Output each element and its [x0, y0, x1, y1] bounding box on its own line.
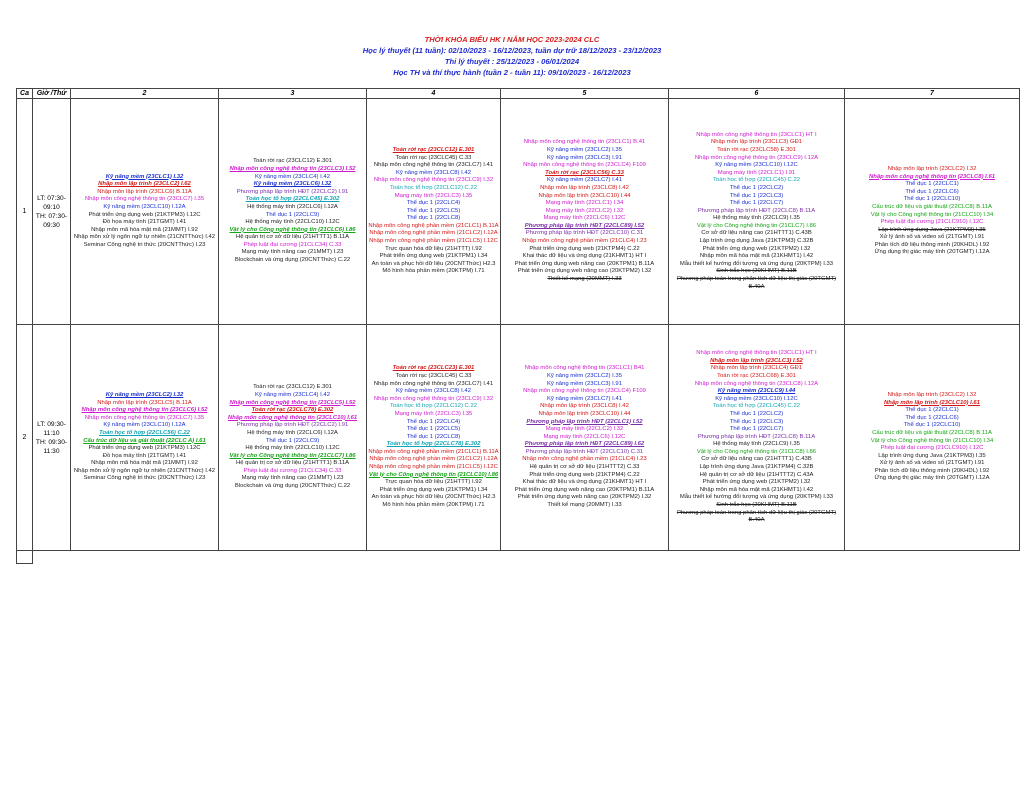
course-entry: Nhập môn lập trình (23CLC2) I.62 — [98, 181, 191, 188]
course-entry: Kỹ năng mềm (23CLC2) I.35 — [547, 146, 622, 153]
course-entry: Nhập môn mã hóa mật mã (21KHMT1) I.42 — [699, 253, 814, 260]
course-entry: Hệ thống máy tính (22CLC9) I.35 — [713, 215, 800, 222]
course-entry: Phép luật đại cương (21CLC34) C.33 — [243, 467, 342, 474]
course-entry: Trực quan hóa dữ liệu (21HTTT) I.92 — [385, 245, 482, 252]
course-entry: Xử lý ảnh số và video số (21TGMT) I.91 — [879, 234, 985, 241]
session-number: 1 — [17, 99, 33, 325]
course-entry: Nhập môn công nghệ thông tin (23CLC7) I.41 — [373, 380, 494, 387]
course-entry: Phương pháp lập trình HĐT (22CLC2) I.91 — [236, 422, 349, 429]
course-entry: Kỹ năng mềm (23CLC8) I.42 — [396, 169, 471, 176]
course-entry: Vật lý cho Công nghệ thông tin (21CLC6) I.86 — [229, 226, 356, 233]
session-time — [33, 325, 71, 551]
course-entry: Mạng máy tính (22CLC6) I.12C — [543, 433, 626, 440]
time-line: 11:30 — [43, 447, 60, 455]
course-entry: Toán học tổ hợp (22CLC45) C.22 — [712, 403, 801, 410]
course-entry: Phát triển ứng dụng web (21KTPM3) I.12C — [88, 211, 201, 218]
course-entry: Thể dục 1 (22CLC10) — [903, 422, 961, 429]
time-line: LT: 07:30- — [37, 194, 66, 202]
course-entry: Phát triển ứng dụng web (21KTPM3) I.12C — [88, 445, 201, 452]
course-entry: Thể dục 1 (22CLC7) — [729, 200, 784, 207]
course-entry: Lập trình ứng dụng Java (21KTPM3) C.32B — [699, 238, 814, 245]
course-entry: Thể dục 1 (22CLC1) — [905, 407, 959, 414]
course-entry: Nhập môn lập trình (23CLC10) I.44 — [538, 410, 631, 417]
schedule-cell — [669, 325, 845, 551]
course-entry: Mạng máy tính (22CLC1) I.91 — [717, 169, 796, 176]
course-entry: Nhập môn công nghệ phần mềm (21CLC4) I.23 — [522, 456, 647, 463]
course-entry: Mẫu thiết kế hướng đối tượng và ứng dụng (20KTPM) I.33 — [679, 260, 834, 267]
time-line: LT: 09:30- — [37, 420, 66, 428]
course-entry: Nhập môn công nghệ thông tin (23CLC9) I.12A — [694, 154, 819, 161]
course-entry: Vật lý cho Công nghệ thông tin (21CLC10) I.86 — [368, 471, 499, 478]
course-entry: Phương pháp lập trình HĐT (22CLC89) I.52 — [524, 222, 645, 229]
course-entry: Phương pháp lập trình HĐT (22CLC8) B.11A — [697, 207, 816, 214]
course-entry: Mạng máy tính nâng cao (21MMT) I.23 — [241, 249, 344, 256]
course-entry: Toán rời rạc (23CLC23) E.301 — [392, 365, 475, 372]
course-entry: Hệ quản trị cơ sở dữ liệu (21HTTT2) C.33 — [529, 464, 640, 471]
schedule-cell — [845, 99, 1020, 325]
course-entry: Thể dục 1 (22CLC4) — [406, 200, 461, 207]
course-entry: Trực quan hóa dữ liệu (21HTTT) I.92 — [385, 479, 482, 486]
header-day-6: 6 — [669, 89, 845, 99]
course-entry: Kỹ năng mềm (23CLC3) I.91 — [547, 380, 622, 387]
schedule-cell — [71, 325, 219, 551]
course-entry: Nhập môn công nghệ phần mềm (21CLC1) B.11A — [368, 448, 499, 455]
course-entry: Ứng dụng thị giác máy tính (20TGMT) I.12A — [874, 475, 990, 482]
course-entry: Phát triển ứng dụng web nâng cao (20KTPM1) B.11A — [514, 486, 655, 493]
course-entry: Thể dục 1 (22CLC1) — [905, 181, 959, 188]
course-entry: Nhập môn công nghệ thông tin (23CLC4) F109 — [523, 388, 646, 395]
practice-period: Học TH và thí thực hành (tuần 2 - tuần 11): 09/10/2023 - 16/12/2023 — [393, 68, 631, 77]
course-entry: Phép luật đại cương (21CLC34) C.33 — [243, 241, 342, 248]
course-entry: Khai thác dữ liệu và ứng dụng (21KHMT1) HT I — [522, 253, 647, 260]
course-entry: Cơ sở dữ liệu nâng cao (21HTTT1) C.43B — [701, 230, 812, 237]
course-entry: Phương pháp lập trình HĐT (22CLC8) B.11A — [697, 433, 816, 440]
header-ca: Ca — [17, 89, 33, 99]
course-entry: Mô hình hóa phần mềm (20KTPM) I.71 — [382, 268, 485, 275]
course-entry: Kỹ năng mềm (23CLC1) I.32 — [105, 173, 184, 180]
timetable — [16, 88, 1020, 564]
course-entry: Phân tích dữ liệu thông minh (20KHDL) I.92 — [874, 467, 990, 474]
course-entry: Toán rời rạc (23CLC12) E.301 — [392, 146, 475, 153]
course-entry: Nhập môn lập trình (23CLC8) I.42 — [540, 184, 629, 191]
course-entry: Lập trình ứng dụng Java (21KTPM3) I.35 — [878, 452, 986, 459]
course-entry: Phát triển ứng dụng web (21KTPM4) C.22 — [529, 471, 640, 478]
course-entry: Kỹ năng mềm (23CLC7) I.41 — [547, 177, 622, 184]
course-entry: Nhập môn xử lý ngôn ngữ tự nhiên (21CNTThức) I.42 — [73, 234, 216, 241]
course-entry: Toán rời rạc (23CLC68) E.301 — [717, 372, 796, 379]
course-entry: Phương pháp lập trình HĐT (22CLC10) C.31 — [525, 230, 644, 237]
course-entry: Nhập môn công nghệ thông tin (23CLC10) I.61 — [227, 414, 358, 421]
course-entry: Thể dục 1 (22CLC8) — [406, 433, 461, 440]
course-entry: Phát triển ứng dụng web nâng cao (20KTPM2) I.32 — [517, 494, 652, 501]
time-line: 11:10 — [43, 429, 60, 437]
course-entry: Vật lý cho Công nghệ thông tin (21CLC7) I.86 — [696, 222, 817, 229]
course-entry: Nhập môn mã hóa mật mã (21MMT) I.92 — [91, 226, 198, 233]
schedule-cell — [71, 99, 219, 325]
schedule-cell — [669, 99, 845, 325]
course-entry: Hệ thống máy tính (22CLC10) I.12C — [245, 219, 340, 226]
course-entry: Phương pháp lập trình HĐT (22CLC2) I.91 — [236, 188, 349, 195]
course-entry: Nhập môn lập trình (23CLC5) B.11A — [97, 399, 192, 406]
table-header-row — [17, 89, 1020, 99]
course-entry: Nhập môn lập trình (23CLC2) I.32 — [887, 165, 977, 172]
course-entry: Blockchain và ứng dụng (20CNTThức) C.22 — [234, 257, 351, 264]
course-entry: Phát triển ứng dụng web (21KTPM2) I.32 — [702, 479, 811, 486]
course-entry: Toán rời rạc (23CLC45) C.33 — [395, 154, 472, 161]
course-entry: Nhập môn lập trình (23CLC2) I.32 — [887, 391, 977, 398]
course-entry: Thể dục 1 (22CLC2) — [729, 410, 784, 417]
course-entry: Vật lý cho Công nghệ thông tin (21CLC10) I.34 — [870, 211, 994, 218]
course-entry: Thể dục 1 (22CLC4) — [406, 418, 461, 425]
course-entry: Phát triển ứng dụng web nâng cao (20KTPM1) B.11A — [514, 260, 655, 267]
course-entry: Vật lý cho Công nghệ thông tin (21CLC10) I.34 — [870, 437, 994, 444]
schedule-cell — [845, 325, 1020, 551]
course-entry: Nhập môn công nghệ thông tin (23CLC1) B.41 — [523, 139, 646, 146]
course-entry: Thể dục 1 (22CLC6) — [905, 414, 959, 421]
course-entry: Thiết kế mạng (20MMT) I.33 — [547, 502, 622, 509]
course-entry: Kỹ năng mềm (23CLC2) I.35 — [547, 372, 622, 379]
empty-row — [17, 551, 1020, 564]
course-entry: Thể dục 1 (22CLC9) — [265, 211, 320, 218]
course-entry: Hệ thống máy tính (22CLC6) I.12A — [247, 203, 338, 210]
course-entry: Kỹ năng mềm (23CLC10) I.12C — [715, 162, 798, 169]
course-entry: Toán rời rạc (23CLC56) C.33 — [545, 169, 624, 176]
course-entry: Toán học tổ hợp (22CLC45) E.302 — [245, 196, 340, 203]
course-entry: Hệ thống máy tính (22CLC9) I.35 — [713, 441, 800, 448]
course-entry: Nhập môn công nghệ thông tin (23CLC1) HT I — [696, 131, 817, 138]
course-entry: Kỹ năng mềm (23CLC10) I.12A — [103, 422, 186, 429]
course-entry: Nhập môn công nghệ thông tin (23CLC1) HT I — [696, 350, 817, 357]
course-entry: Cấu trúc dữ liệu và giải thuật (22CLC A) I.61 — [83, 437, 206, 444]
course-entry: Seminar Công nghệ tri thức (20CNTThức) I.23 — [83, 475, 206, 482]
course-entry: Nhập môn công nghệ thông tin (23CLC7) I.35 — [84, 196, 205, 203]
course-entry: Mạng máy tính (22CLC2) I.32 — [545, 426, 624, 433]
course-entry: An toàn và phục hồi dữ liệu (20CNTThức) H2.3 — [371, 260, 496, 267]
course-entry: Blockchain và ứng dụng (20CNTThức) C.22 — [234, 483, 351, 490]
schedule-cell — [367, 99, 501, 325]
course-entry: Toán học tổ hợp (22CLC56) C.22 — [99, 429, 190, 436]
course-entry: Vật lý cho Công nghệ thông tin (21CLC8) I.86 — [696, 448, 817, 455]
time-line: 09:10 — [43, 203, 60, 211]
table-row — [17, 325, 1020, 551]
course-entry: Nhập môn lập trình (23CLC6) B.11A — [97, 188, 192, 195]
empty-cell — [33, 551, 1020, 564]
course-entry: Mô hình hóa phần mềm (20KTPM) I.71 — [382, 502, 485, 509]
header-day-5: 5 — [501, 89, 669, 99]
session-number: 2 — [17, 325, 33, 551]
course-entry: Thể dục 1 (22CLC3) — [729, 192, 784, 199]
course-entry: Nhập môn lập trình (23CLC3) I.52 — [710, 357, 803, 364]
course-entry: Kỹ năng mềm (23CLC8) I.42 — [396, 388, 471, 395]
course-entry: Nhập môn lập trình (23CLC8) I.42 — [540, 403, 629, 410]
course-entry: Cấu trúc dữ liệu và giải thuật (22CLC8) B.11A — [872, 429, 992, 436]
course-entry: Nhập môn công nghệ phần mềm (21CLC2) I.12A — [369, 230, 498, 237]
course-entry: Phân tích dữ liệu thông minh (20KHDL) I.92 — [874, 241, 990, 248]
course-entry: Phát triển ứng dụng web nâng cao (20KTPM2) I.32 — [517, 268, 652, 275]
course-entry: Mạng máy tính (22CLC1) I.34 — [545, 200, 624, 207]
course-entry: Nhập môn lập trình (23CLC10) I.44 — [538, 192, 631, 199]
course-entry: Mẫu thiết kế hướng đối tượng và ứng dụng (20KTPM) I.33 — [679, 494, 834, 501]
exam-period: Thi lý thuyết : 25/12/2023 - 06/01/2024 — [444, 57, 580, 66]
page-header — [0, 34, 1024, 78]
course-entry: Toán rời rạc (23CLC12) E.301 — [253, 384, 332, 391]
course-entry: Mạng máy tính (22CLC2) I.32 — [545, 207, 624, 214]
course-entry: Nhập môn mã hóa mật mã (21MMT) I.92 — [91, 460, 198, 467]
course-entry: Nhập môn công nghệ thông tin (23CLC8) I.61 — [869, 173, 995, 180]
course-entry: Phép luật đại cương (21CLC910) I.12C — [880, 445, 984, 452]
course-entry: Nhập môn công nghệ thông tin (23CLC9) I.32 — [373, 395, 494, 402]
course-entry: Thể dục 1 (22CLC10) — [903, 196, 961, 203]
course-entry: Mạng máy tính (22CLC3) I.35 — [394, 410, 473, 417]
schedule-cell — [219, 99, 367, 325]
course-entry: Hệ quản trị cơ sở dữ liệu (21HTTT1) B.11A — [235, 234, 350, 241]
course-entry: Thể dục 1 (22CLC5) — [406, 207, 461, 214]
course-entry: Kỹ năng mềm (23CLC3) I.91 — [547, 154, 622, 161]
course-entry: Hệ quản trị cơ sở dữ liệu (21HTTT1) B.11A — [235, 460, 350, 467]
course-entry: Kỹ năng mềm (23CLC9) I.44 — [717, 388, 796, 395]
course-entry: Toán rời rạc (23CLC58) E.301 — [717, 146, 796, 153]
course-entry: Lập trình ứng dụng Java (21KTPM3) I.35 — [878, 226, 986, 233]
course-entry: Phương pháp toán trong phân tích dữ liệu thị giác (20TGMT) B.40A — [676, 276, 837, 290]
course-entry: Nhập môn công nghệ thông tin (23CLC8) I.12A — [694, 380, 819, 387]
course-entry: Khai thác dữ liệu và ứng dụng (21KHMT1) HT I — [522, 479, 647, 486]
course-entry: Cấu trúc dữ liệu và giải thuật (22CLC8) B.11A — [872, 203, 992, 210]
course-entry: Nhập môn công nghệ thông tin (23CLC7) I.35 — [84, 414, 205, 421]
course-entry: Kỹ năng mềm (23CLC10) I.12C — [715, 395, 798, 402]
course-entry: Thể dục 1 (22CLC8) — [406, 215, 461, 222]
course-entry: Nhập môn công nghệ thông tin (23CLC4) F109 — [523, 162, 646, 169]
header-day-4: 4 — [367, 89, 501, 99]
course-entry: Nhập môn công nghệ phần mềm (21CLC1) B.11A — [368, 222, 499, 229]
course-entry: Nhập môn lập trình (23CLC3) GĐ1 — [710, 139, 803, 146]
schedule-cell — [501, 325, 669, 551]
course-entry: Nhập môn công nghệ thông tin (23CLC7) I.41 — [373, 162, 494, 169]
course-entry: Nhập môn mã hóa mật mã (21KHMT1) I.42 — [699, 486, 814, 493]
time-line: 09:30 — [43, 221, 60, 229]
course-entry: Phát triển ứng dụng web (21KTPM1) I.34 — [379, 486, 488, 493]
header-day-7: 7 — [845, 89, 1020, 99]
course-entry: Mạng máy tính nâng cao (21MMT) I.23 — [241, 475, 344, 482]
course-entry: Thể dục 1 (22CLC6) — [905, 188, 959, 195]
course-entry: Nhập môn công nghệ phần mềm (21CLC5) I.12C — [369, 238, 498, 245]
course-entry: Nhập môn lập trình (23CLC10) I.61 — [884, 399, 980, 406]
course-entry: Phát triển ứng dụng web (21KTPM1) I.34 — [379, 253, 488, 260]
course-entry: Thể dục 1 (22CLC9) — [265, 437, 320, 444]
schedule-cell — [501, 99, 669, 325]
course-entry: Phương pháp lập trình HĐT (22CLC89) I.62 — [524, 441, 645, 448]
course-entry: Phương pháp lập trình HĐT (22CLC10) C.31 — [525, 448, 644, 455]
course-entry: Đồ họa máy tính (21TGMT) I.41 — [102, 219, 187, 226]
course-entry: Nhập môn công nghệ thông tin (23CLC1) B41 — [524, 365, 645, 372]
course-entry: Phát triển ứng dụng web (21KTPM4) C.22 — [529, 245, 640, 252]
course-entry: Phương pháp toán trong phân tích dữ liệu thị giác (20TGMT) B.40A — [676, 509, 837, 524]
course-entry: Nhập môn công nghệ phần mềm (21CLC2) I.12A — [369, 456, 498, 463]
table-row — [17, 99, 1020, 325]
course-entry: Phương pháp lập trình HĐT (22CLC1) I.52 — [526, 418, 643, 425]
course-entry: Nhập môn công nghệ thông tin (23CLC6) I.52 — [81, 407, 208, 414]
empty-cell — [17, 551, 33, 564]
course-entry: Hệ quản trị cơ sở dữ liệu (21HTTT2) C.43A — [699, 471, 814, 478]
course-entry: Nhập môn công nghệ thông tin (23CLC9) I.32 — [373, 177, 494, 184]
course-entry: Sinh trắc học (20KHMT) B.11B — [716, 268, 797, 275]
course-entry: Toán rời rạc (23CLC78) E.302 — [251, 407, 334, 414]
header-day-3: 3 — [219, 89, 367, 99]
theory-period: Học lý thuyết (11 tuần): 02/10/2023 - 16/12/2023, tuần dự trữ 18/12/2023 - 23/12/2023 — [362, 46, 662, 55]
course-entry: Nhập môn công nghệ thông tin (23CLC5) I.52 — [229, 399, 356, 406]
course-entry: Kỹ năng mềm (23CLC2) I.32 — [105, 391, 184, 398]
course-entry: Toán học tổ hợp (22CLC12) C.22 — [389, 403, 478, 410]
course-entry: Kỹ năng mềm (23CLC7) I.41 — [547, 395, 622, 402]
schedule-title: THỜI KHÓA BIỂU HK I NĂM HỌC 2023-2024 CLC — [424, 35, 600, 44]
course-entry: Thể dục 1 (22CLC5) — [406, 426, 461, 433]
course-entry: Nhập môn công nghệ thông tin (23CLC3) I.52 — [229, 165, 356, 172]
course-entry: Đồ họa máy tính (21TGMT) I.41 — [102, 452, 187, 459]
course-entry: Thiết kế mạng (20MMT) I.33 — [547, 276, 622, 283]
course-entry: Hệ thống máy tính (22CLC10) I.12C — [245, 445, 340, 452]
course-entry: Nhập môn công nghệ phần mềm (21CLC5) I.12C — [369, 464, 498, 471]
header-time: Giờ /Thứ — [33, 89, 71, 99]
session-time — [33, 99, 71, 325]
header-day-2: 2 — [71, 89, 219, 99]
course-entry: Nhập môn lập trình (23CLC4) GĐ1 — [710, 365, 803, 372]
time-line: TH: 07:30- — [35, 212, 68, 220]
schedule-cell — [219, 325, 367, 551]
course-entry: Cơ sở dữ liệu nâng cao (21HTTT1) C.43B — [701, 456, 812, 463]
schedule-cell — [367, 325, 501, 551]
course-entry: Thể dục 1 (22CLC7) — [729, 426, 784, 433]
course-entry: Ứng dụng thị giác máy tính (20TGMT) I.12A — [874, 249, 990, 256]
course-entry: Nhập môn công nghệ phần mềm (21CLC4) I.23 — [522, 238, 647, 245]
course-entry: Toán rời rạc (23CLC12) E.301 — [253, 158, 332, 165]
time-line: TH: 09:30- — [35, 438, 68, 446]
course-entry: Thể dục 1 (22CLC3) — [729, 418, 784, 425]
course-entry: Toán học tổ hợp (22CLC45) C.22 — [712, 177, 801, 184]
course-entry: Lập trình ứng dụng Java (21KTPM4) C.32B — [699, 464, 814, 471]
course-entry: Phát triển ứng dụng web (21KTPM2) I.32 — [702, 245, 811, 252]
course-entry: Kỹ năng mềm (23CLC4) I.42 — [255, 173, 330, 180]
course-entry: Toán rời rạc (23CLC45) C.33 — [395, 372, 472, 379]
course-entry: Sinh trắc học (20KHMT) B.11B — [716, 502, 797, 509]
course-entry: Nhập môn xử lý ngôn ngữ tự nhiên (21CNTThức) I.42 — [73, 467, 216, 474]
course-entry: Toán học tổ hợp (22CLC12) C.22 — [389, 184, 478, 191]
course-entry: Kỹ năng mềm (23CLC4) I.42 — [255, 391, 330, 398]
course-entry: Thể dục 1 (22CLC2) — [729, 184, 784, 191]
course-entry: Kỹ năng mềm (23CLC6) I.32 — [253, 181, 332, 188]
course-entry: Kỹ năng mềm (23CLC10) I.12A — [103, 203, 186, 210]
course-entry: An toàn và phục hồi dữ liệu (20CNTThức) H2.3 — [371, 494, 496, 501]
course-entry: Toán học tổ hợp (22CLC78) E.302 — [386, 441, 481, 448]
course-entry: Phép luật đại cương (21CLC910) I.12C — [880, 219, 984, 226]
course-entry: Mạng máy tính (22CLC3) I.35 — [394, 192, 473, 199]
course-entry: Mạng máy tính (22CLC6) I.12C — [543, 215, 626, 222]
course-entry: Xử lý ảnh số và video số (21TGMT) I.91 — [879, 460, 985, 467]
course-entry: Seminar Công nghệ tri thức (20CNTThức) I.23 — [83, 241, 206, 248]
course-entry: Vật lý cho Công nghệ thông tin (21CLC7) I.86 — [229, 452, 356, 459]
course-entry: Hệ thống máy tính (22CLC6) I.12A — [247, 429, 338, 436]
